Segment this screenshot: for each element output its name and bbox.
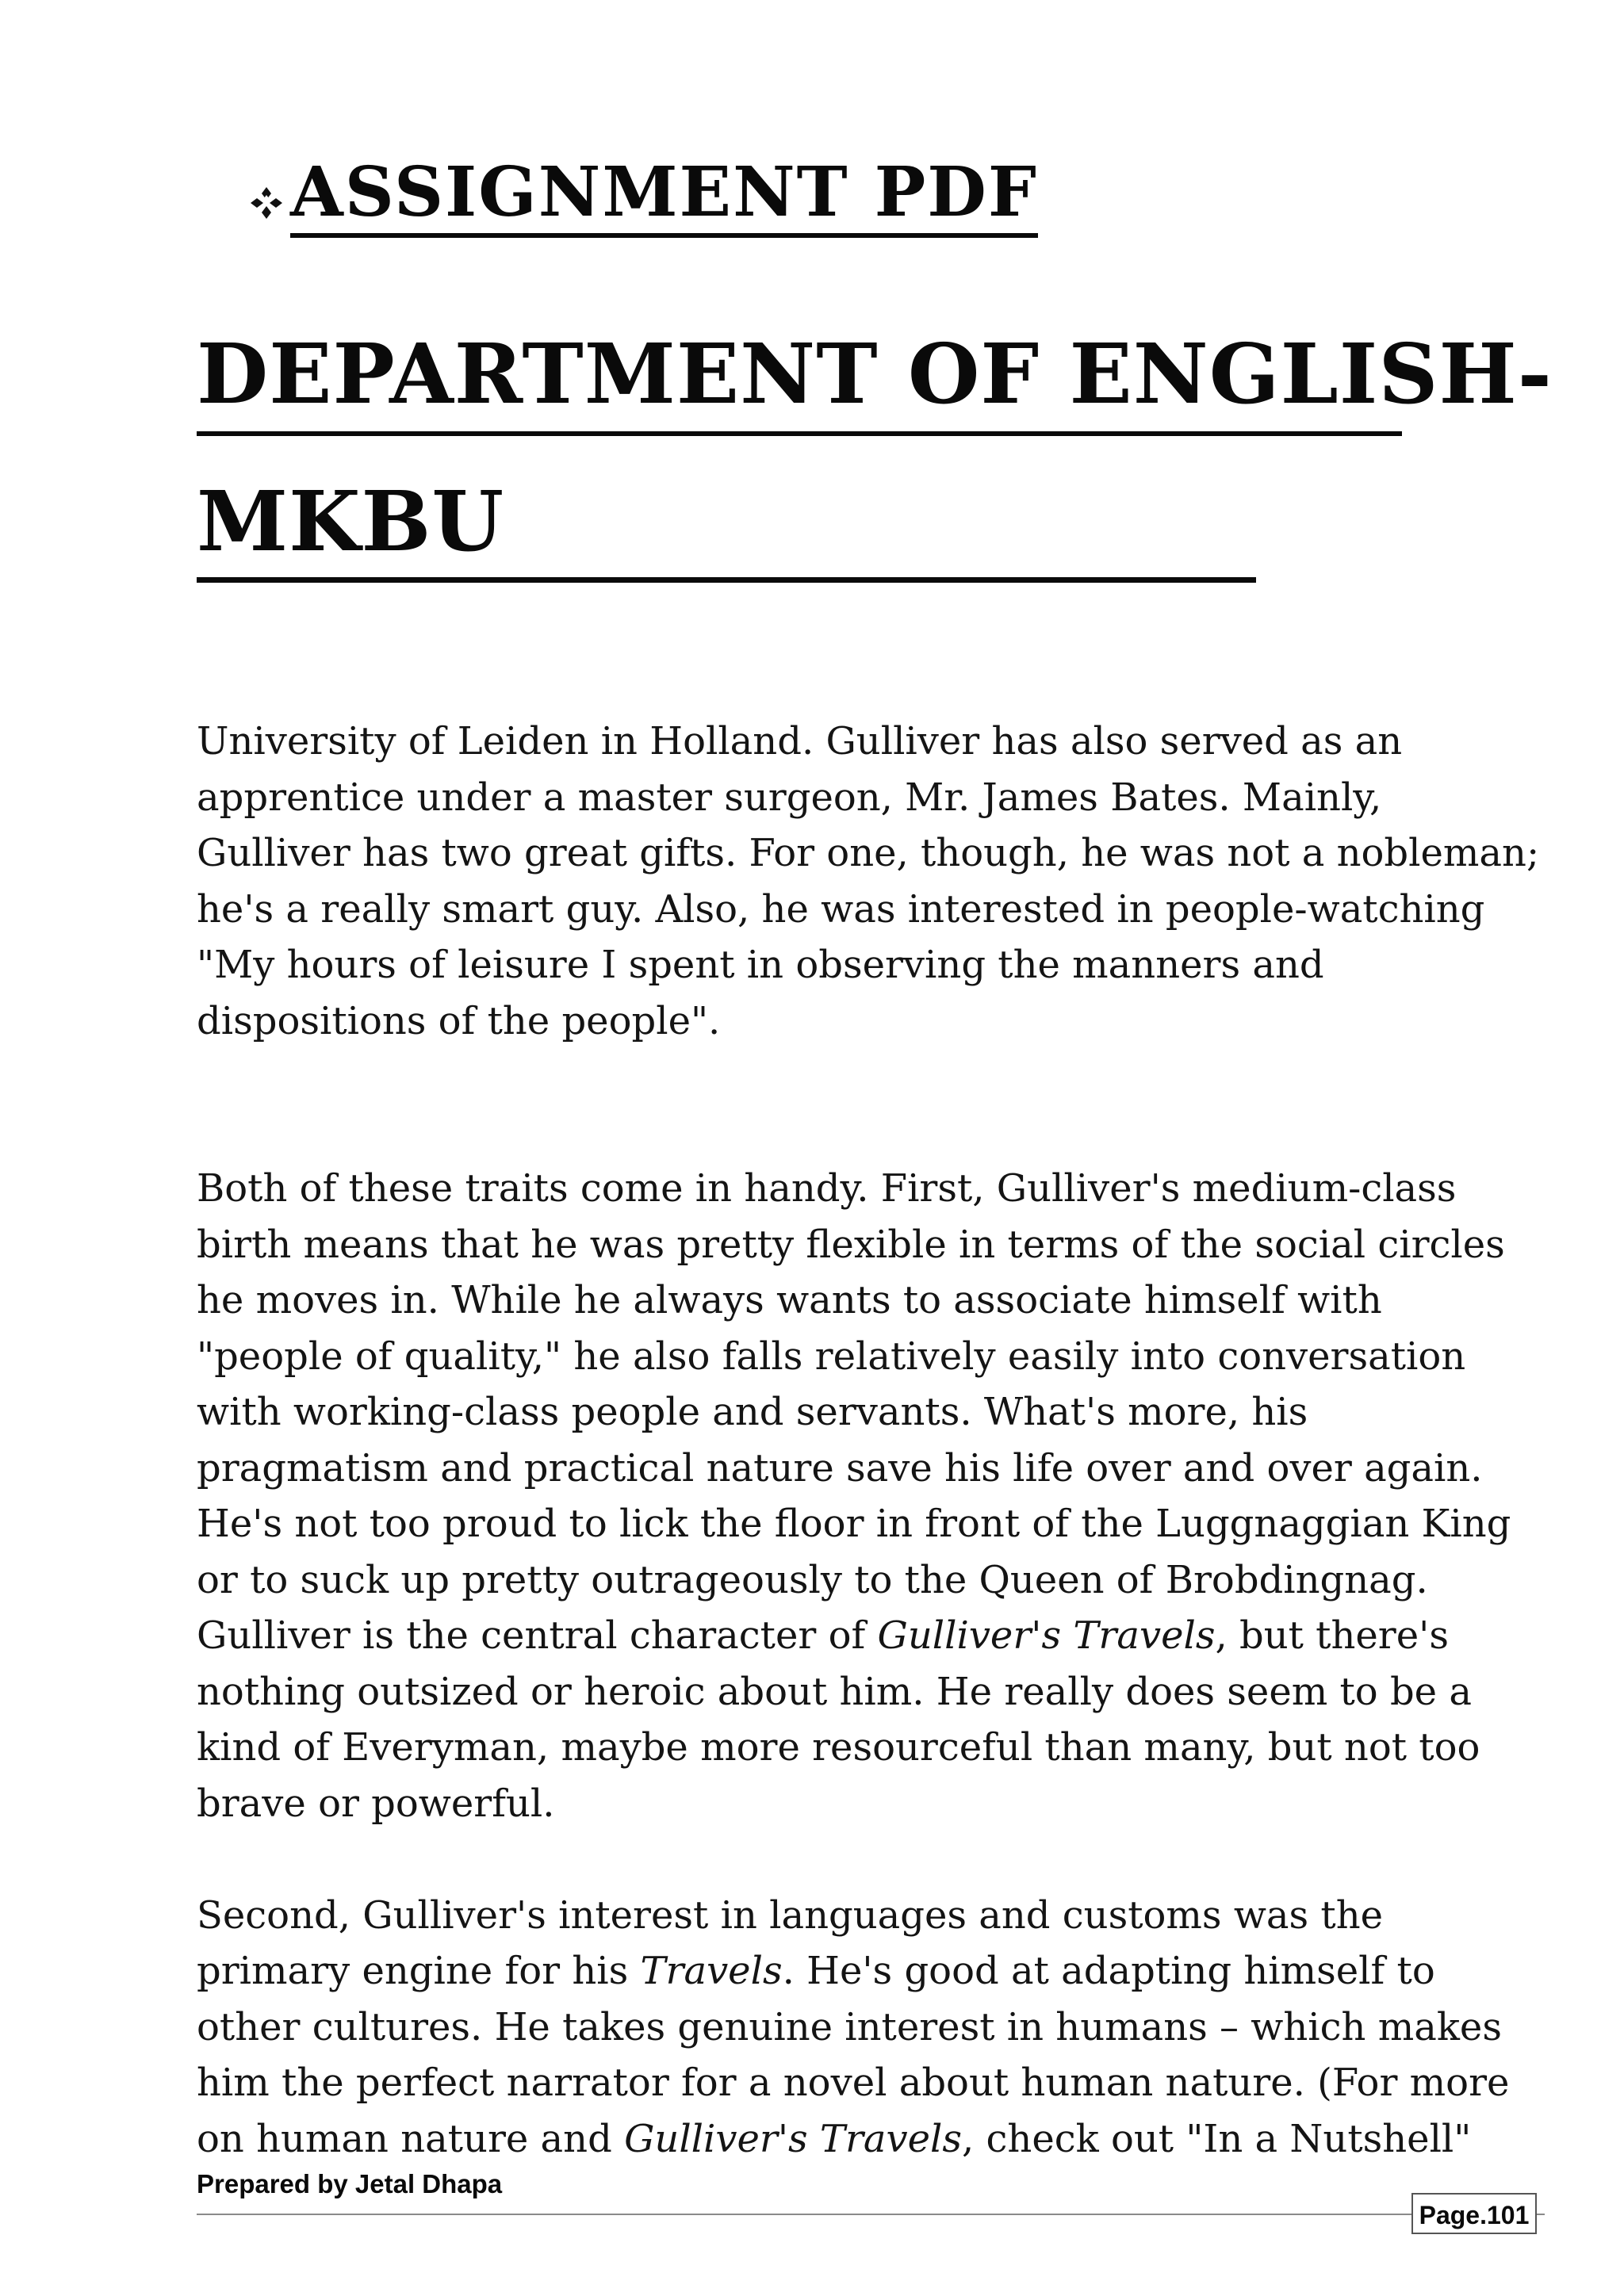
text-line: brave or powerful.	[197, 1781, 555, 1826]
text-line: him the perfect narrator for a novel about human nature. (For more	[197, 2061, 1510, 2105]
assignment-heading	[247, 152, 1038, 238]
text-line: Second, Gulliver's interest in languages and customs was the	[197, 1892, 1384, 1938]
paragraph-1	[197, 714, 1540, 1049]
text-line: he moves in. While he always wants to associate himself with	[197, 1278, 1382, 1322]
text-line: Both of these traits come in handy. First, Gulliver's medium-class	[197, 1166, 1457, 1211]
italic-book-title: Travels	[640, 1949, 783, 1993]
text-line: apprentice under a master surgeon, Mr. James Bates. Mainly,	[197, 775, 1382, 820]
paragraph-3	[197, 1888, 1510, 2168]
text-run: Gulliver is the central character of	[197, 1613, 878, 1658]
text-run: . He's good at adapting himself to	[782, 1949, 1435, 1993]
text-line: he's a really smart guy. Also, he was interested in people-watching	[197, 886, 1485, 932]
text-line: nothing outsized or heroic about him. He really does seem to be a	[197, 1669, 1472, 1714]
text-line-with-italic-title	[197, 2111, 1472, 2168]
text-line: other cultures. He takes genuine interest in humans – which makes	[197, 2004, 1502, 2049]
department-title-line-2: MKBU	[197, 480, 1256, 583]
four-diamond-bullet-icon	[247, 184, 285, 222]
text-line: University of Leiden in Holland. Gulliver has also served as an	[197, 719, 1403, 763]
footer-divider	[197, 2214, 1545, 2215]
text-run: , but there's	[1215, 1613, 1449, 1658]
footer-author: Prepared by Jetal Dhapa	[197, 2169, 503, 2198]
text-line: kind of Everyman, maybe more resourceful than many, but not too	[197, 1725, 1480, 1770]
text-line-with-italic-title	[197, 1608, 1449, 1664]
body-text	[197, 714, 1540, 2167]
page-number-box: Page.101	[1411, 2193, 1537, 2234]
text-line: birth means that he was pretty flexible in terms of the social circles	[197, 1222, 1505, 1267]
italic-book-title: Gulliver's Travels	[624, 2116, 963, 2161]
text-line: or to suck up pretty outrageously to the Queen of Brobdingnag.	[197, 1557, 1428, 1602]
text-line: with working-class people and servants. What's more, his	[197, 1390, 1308, 1434]
text-line: "people of quality," he also falls relatively easily into conversation	[197, 1334, 1466, 1379]
text-line: Gulliver has two great gifts. For one, though, he was not a nobleman;	[197, 831, 1540, 875]
text-run: , check out "In a Nutshell"	[962, 2116, 1472, 2161]
text-line: pragmatism and practical nature save his life over and over again.	[197, 1445, 1483, 1490]
italic-book-title: Gulliver's Travels	[877, 1613, 1216, 1658]
text-run: primary engine for his	[197, 1949, 641, 1993]
assignment-title: ASSIGNMENT PDF	[290, 159, 1038, 238]
department-heading	[197, 325, 1553, 583]
text-line: "My hours of leisure I spent in observing the manners and	[197, 943, 1324, 987]
text-run: on human nature and	[197, 2116, 625, 2161]
text-line: He's not too proud to lick the floor in front of the Luggnaggian King	[197, 1502, 1511, 1546]
text-line: dispositions of the people".	[197, 998, 721, 1043]
text-line-with-italic-title	[197, 1943, 1434, 1999]
department-title-line-1: DEPARTMENT OF ENGLISH-	[197, 333, 1402, 436]
paragraph-2	[197, 1161, 1511, 1831]
